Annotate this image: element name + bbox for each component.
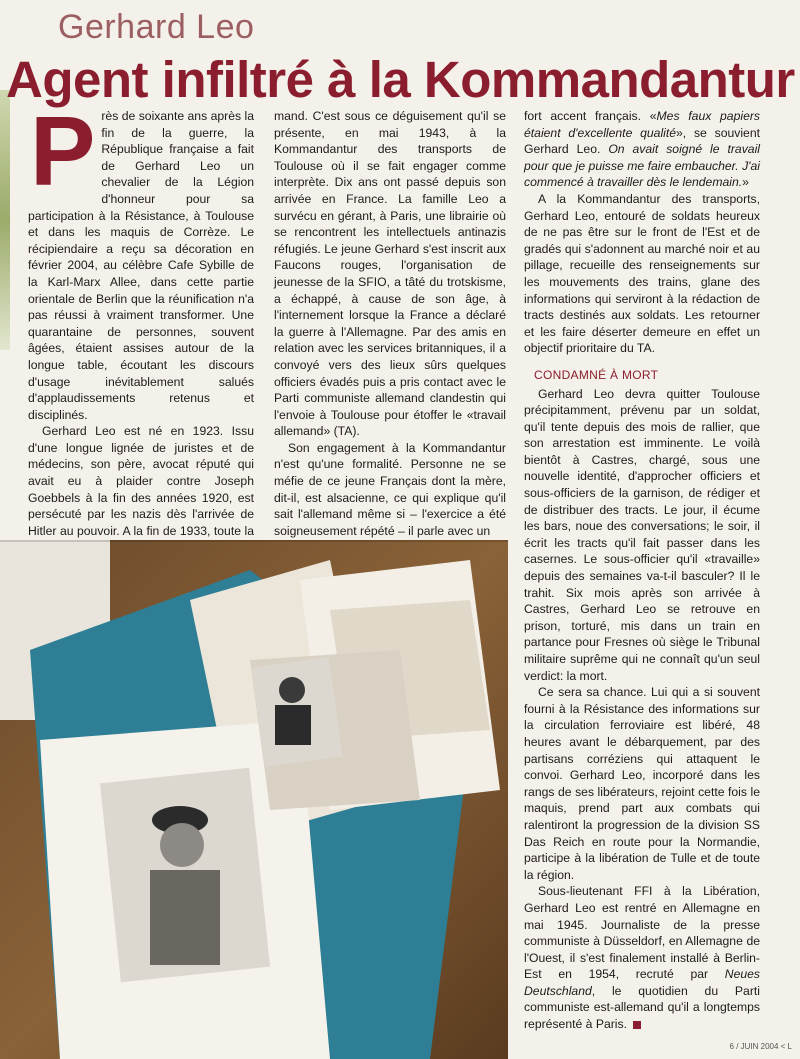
photo-illustration xyxy=(0,540,508,1059)
paragraph-6: fort accent français. «Mes faux papiers étaient d'excellente qualité», se souvient Gerhard Leo. On avait soigné le travail pour que je puisse me faire embaucher. J'ai commencé à travailler dès le lendemain.» xyxy=(524,109,761,190)
paragraph-4: mand. C'est sous ce déguisement qu'il se présente, en mai 1943, à la Kommandantur des transports de Toulouse où il se fait engager comme interprète. Dix ans ont passé depuis son arrivée en France. La famille Leo a survécu en gérant, à Paris, une librairie où se rencontrent les intellectuels antinazis réfugiés. Le jeune Gerhard s'est inscrit aux Faucons rouges, l'organisation de jeunesse de la SFIO, a tâté du trotskisme, a échappé, à cause de son âge, à l'internement lorsque la France a déclaré la guerre à l'Allemagne. Par des amis en relation avec les services britanniques, il a convoyé vers des lieux sûrs quelques officiers évadés puis a pris contact avec le Parti communiste allemand clandestin qui l'envoie à Toulouse pour étoffer le «travail allemand» (TA). xyxy=(274,109,506,439)
article-title: Agent infiltré à la Kommandantur xyxy=(6,51,795,108)
end-mark xyxy=(633,1021,641,1029)
article-column-2 xyxy=(274,108,506,539)
paragraph-9: Ce sera sa chance. Lui qui a si souvent fourni à la Résistance des informations sur la circulation ferroviaire est libéré, 48 heures avant le débarquement, par des partisans corréziens qui attaquent le convoi. Gerhard Leo, incorporé dans les rangs de ses libérateurs, rejoint cette fois le maquis, prend part aux combats qui ralentiront la progression de la division SS Das Reich en route pour la Normandie, participe à la libération de Tulle et de toute la région. xyxy=(524,685,760,882)
page-footer: 6 / JUIN 2004 < L xyxy=(729,1042,792,1051)
article-photo xyxy=(0,540,508,1059)
drop-cap: P xyxy=(30,96,96,206)
paragraph-1: Près de soixante ans après la fin de la guerre, la République française a fait de Gerhard Leo un chevalier de la Légion d'honneur pour sa participation à la Résistance, à Toulouse et dans les maquis de Corrèze. Le récipiendaire a reçu sa décoration en février 2004, au célèbre Cafe Sybille de la Karl-Marx Allee, dans cette partie orientale de Berlin que la réunification n'a pas réussi à vraiment transformer. Une quarantaine de personnes, souvent âgées, étaient assises autour de la longue table, écoutant les discours d'usage inévitablement salués d'applaudissements retenus et disciplinés. xyxy=(28,96,254,422)
paragraph-2: Gerhard Leo est né en 1923. Issu d'une longue lignée de juristes et de médecins, son père, avocat réputé qui avait eu à plaider contre Joseph Goebbels à la fin des années 1920, est persécuté par les nazis dès l'arrivée de Hitler au pouvoir. A la fin de 1933, toute la xyxy=(28,424,254,538)
background-plant xyxy=(0,90,10,350)
paragraph-8: Gerhard Leo devra quitter Toulouse précipitamment, prévenu par un soldat, qu'il tente depuis des mois de rallier, que son arrestation est imminente. Le voilà bientôt à Castres, chargé, sous une nouvelle identité, d'approcher officiers et sous-officiers de la garnison, de rédiger et de distribuer des tracts. Le jour, il écume les bars, noue des conversations; le soir, il écrit les tracts qu'il fait passer dans les casernes. Le sous-officier qu'il «travaille» depuis des semaines va-t-il basculer? Il le trahit. Six mois après son arrivée à Castres, Gerhard Leo se retrouve en prison, torturé, mis dans un train en partance pour Fresnes où siège le Tribunal militaire suprême qui ne connaît qu'un seul verdict: la mort. xyxy=(524,386,760,683)
article-kicker: Gerhard Leo xyxy=(58,8,255,46)
paragraph-5: Son engagement à la Kommandantur n'est qu'une formalité. Personne ne se méfie de ce jeune Français dont la mère, dit-il, est alsacienne, ce qui explique qu'il sait l'allemand même si – l'exercice a été soigneusement répété – il parle avec un xyxy=(274,440,506,538)
paragraph-10: Sous-lieutenant FFI à la Libération, Gerhard Leo est rentré en Allemagne en mai 1945. Journaliste de la presse communiste à Düsseldorf, en Allemagne de l'Ouest, il s'est finalement installé à Berlin-Est en 1954, recruté par Neues Deutschland, le quotidien du Parti communiste est-allemand qu'il a longtemps représenté à Paris. xyxy=(524,884,760,1032)
section-subheading: CONDAMNÉ À MORT xyxy=(534,367,659,382)
article-column-1 xyxy=(28,96,254,606)
article-column-3 xyxy=(524,108,760,1033)
paragraph-7: A la Kommandantur des transports, Gerhard Leo, entouré de soldats heureux de ne pas être sur le front de l'Est et de gradés qui s'adonnent au marché noir et au pillage, recueille des renseignements sur les mouvements des trains, glane des informations qui serviront à la rédaction de tracts destinés aux soldats. Les retourner et les faire déserter demeure en effet un objectif prioritaire du TA. xyxy=(524,191,760,356)
